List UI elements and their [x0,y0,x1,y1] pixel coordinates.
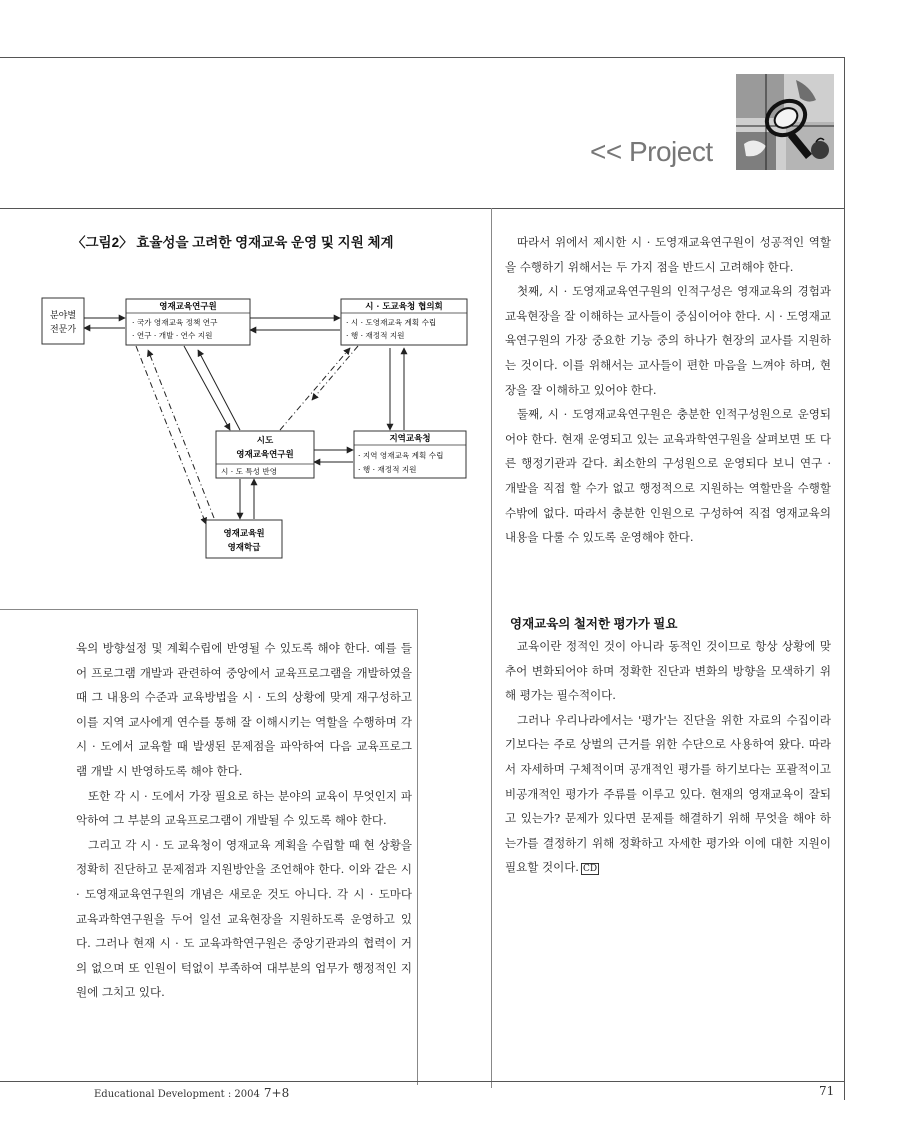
end-mark-icon: CD [582,864,598,875]
right-paragraph-1: 따라서 위에서 제시한 시 · 도영재교육연구원이 성공적인 역할을 수행하기 위해서는 두 가지 점을 반드시 고려해야 한다. [505,235,831,274]
right-section-paragraph-1: 교육이란 정적인 것이 아니라 동적인 것이므로 항상 상황에 맞추어 변화되어야 하며 정확한 진단과 변화의 방향을 모색하기 위해 평가는 필수적이다. [505,639,831,703]
header-rule [0,208,845,209]
right-section-paragraph-2 [505,708,831,882]
diagram-arrows [84,318,404,524]
left-column-border [417,609,418,1085]
left-column-text [76,636,412,1005]
provincial-institute-title-2: 영재교육연구원 [236,450,294,460]
provincial-institute-title-1: 시도 [256,436,274,446]
footer-journal [94,1086,289,1100]
schools-label-1: 영재교육원 [223,529,265,539]
footer-rule [0,1081,845,1082]
schools-node [206,520,282,558]
section-heading: 영재교육의 철저한 평가가 필요 [510,617,678,631]
national-institute-item-2: · 연구 · 개발 · 연수 지원 [132,331,213,340]
column-divider [491,208,492,1088]
local-office-title: 지역교육청 [389,434,431,444]
local-office-node [354,431,466,478]
national-institute-title: 영재교육연구원 [159,302,217,312]
provincial-council-title: 시 · 도교육청 협의회 [365,302,443,312]
journal-issue: 7+8 [263,1086,290,1100]
figure-title: 〈그림2〉 효율성을 고려한 영재교육 운영 및 지원 체계 [72,235,394,250]
page-number: 71 [819,1084,835,1098]
journal-name: Educational Development : 2004 [94,1089,260,1100]
experts-label-2: 전문가 [49,325,77,335]
right-section-paragraph-2-text: 그러나 우리나라에서는 '평가'는 진단을 위한 자료의 수집이라기보다는 주로 상벌의 근거를 위한 수단으로 사용하여 왔다. 따라서 자세하며 구체적이며 공개적인 평가를 하기보다는 포괄적이고 비공개적인 평가가 주류를 이루고 있다. 현재의 영재교육이 잘되고 있는가? 문제가 있다면 문제를 해결하기 위해 무엇을 해야 하는가를 결정하기 위해 정확하고 자세한 평가와 이에 대한 지원이 필요할 것이다. [505,712,831,875]
right-border [844,57,845,1100]
right-section-text [505,634,831,882]
provincial-council-node [341,299,467,345]
left-paragraph-1: 육의 방향설정 및 계획수립에 반영될 수 있도록 해야 한다. 예를 들어 프로그램 개발과 관련하여 중앙에서 교육프로그램을 개발하였을 때 그 내용의 수준과 교육방법을 시 · 도의 상황에 맞게 재구성하고 이를 지역 교사에게 연수를 통해 잘 이해시키는 역할을 수행하며 각 시 · 도에서 교육할 때 발생된 문제점을 파악하여 다음 교육프로그램 개발 시 반영하도록 해야 한다. [76,641,412,778]
provincial-council-item-2: · 행 · 재정적 지원 [346,331,405,340]
right-paragraph-3: 둘째, 시 · 도영재교육연구원은 충분한 인적구성원으로 운영되어야 한다. 현재 운영되고 있는 교육과학연구원을 살펴보면 또 다른 행정기관과 같다. 최소한의 구성원으로 운영되다 보니 연구 · 개발을 직접 할 수가 없고 행정적으로 지원하는 역할만을 수행할 수밖에 없다. 따라서 충분한 인원으로 구성하여 직접 영재교육의 내용을 다룰 수 있도록 운영해야 한다. [505,407,831,545]
experts-node [42,298,84,344]
local-office-item-1: · 지역 영재교육 계획 수립 [358,451,444,460]
org-diagram [36,290,478,560]
left-paragraph-3: 그리고 각 시 · 도 교육청이 영재교육 계획을 수립할 때 현 상황을 정확히 진단하고 문제점과 지원방안을 조언해야 한다. 이와 같은 시 · 도영재교육연구원의 개념은 새로운 것도 아니다. 각 시 · 도마다 교육과학연구원을 두어 일선 교육현장을 지원하도록 운영하고 있다. 그러나 현재 시 · 도 교육과학연구원은 중앙기관과의 협력이 거의 없으며 또 인원이 턱없이 부족하여 대부분의 업무가 행정적인 지원에 그치고 있다. [76,837,412,1000]
experts-label-1: 분야별 [49,311,77,321]
provincial-council-item-1: · 시 · 도영재교육 계획 수립 [346,318,437,327]
magnifier-collage-icon [736,74,834,170]
national-institute-node [126,299,250,345]
figure-bottom-rule [0,609,418,610]
local-office-item-2: · 행 · 재정적 지원 [358,465,417,474]
right-column-text [505,230,831,550]
provincial-institute-node [216,431,314,478]
top-rule [0,57,845,58]
national-institute-item-1: · 국가 영재교육 정책 연구 [132,318,218,327]
schools-label-2: 영재학급 [227,543,261,553]
section-label: << Project [590,136,713,167]
right-paragraph-2: 첫째, 시 · 도영재교육연구원의 인적구성은 영재교육의 경험과 교육현장을 잘 이해하는 교사들이 중심이어야 한다. 시 · 도영재교육연구원의 가장 중요한 기능 중의 하나가 현장의 교사를 지원하는 것이다. 이를 위해서는 교사들이 편한 마음을 느껴야 하며, 현장을 잘 이해하고 있어야 한다. [505,284,831,397]
provincial-institute-item-1: 시 · 도 특성 반영 [221,467,278,476]
left-paragraph-2: 또한 각 시 · 도에서 가장 필요로 하는 분야의 교육이 무엇인지 파악하여 그 부분의 교육프로그램이 개발될 수 있도록 해야 한다. [76,788,412,828]
